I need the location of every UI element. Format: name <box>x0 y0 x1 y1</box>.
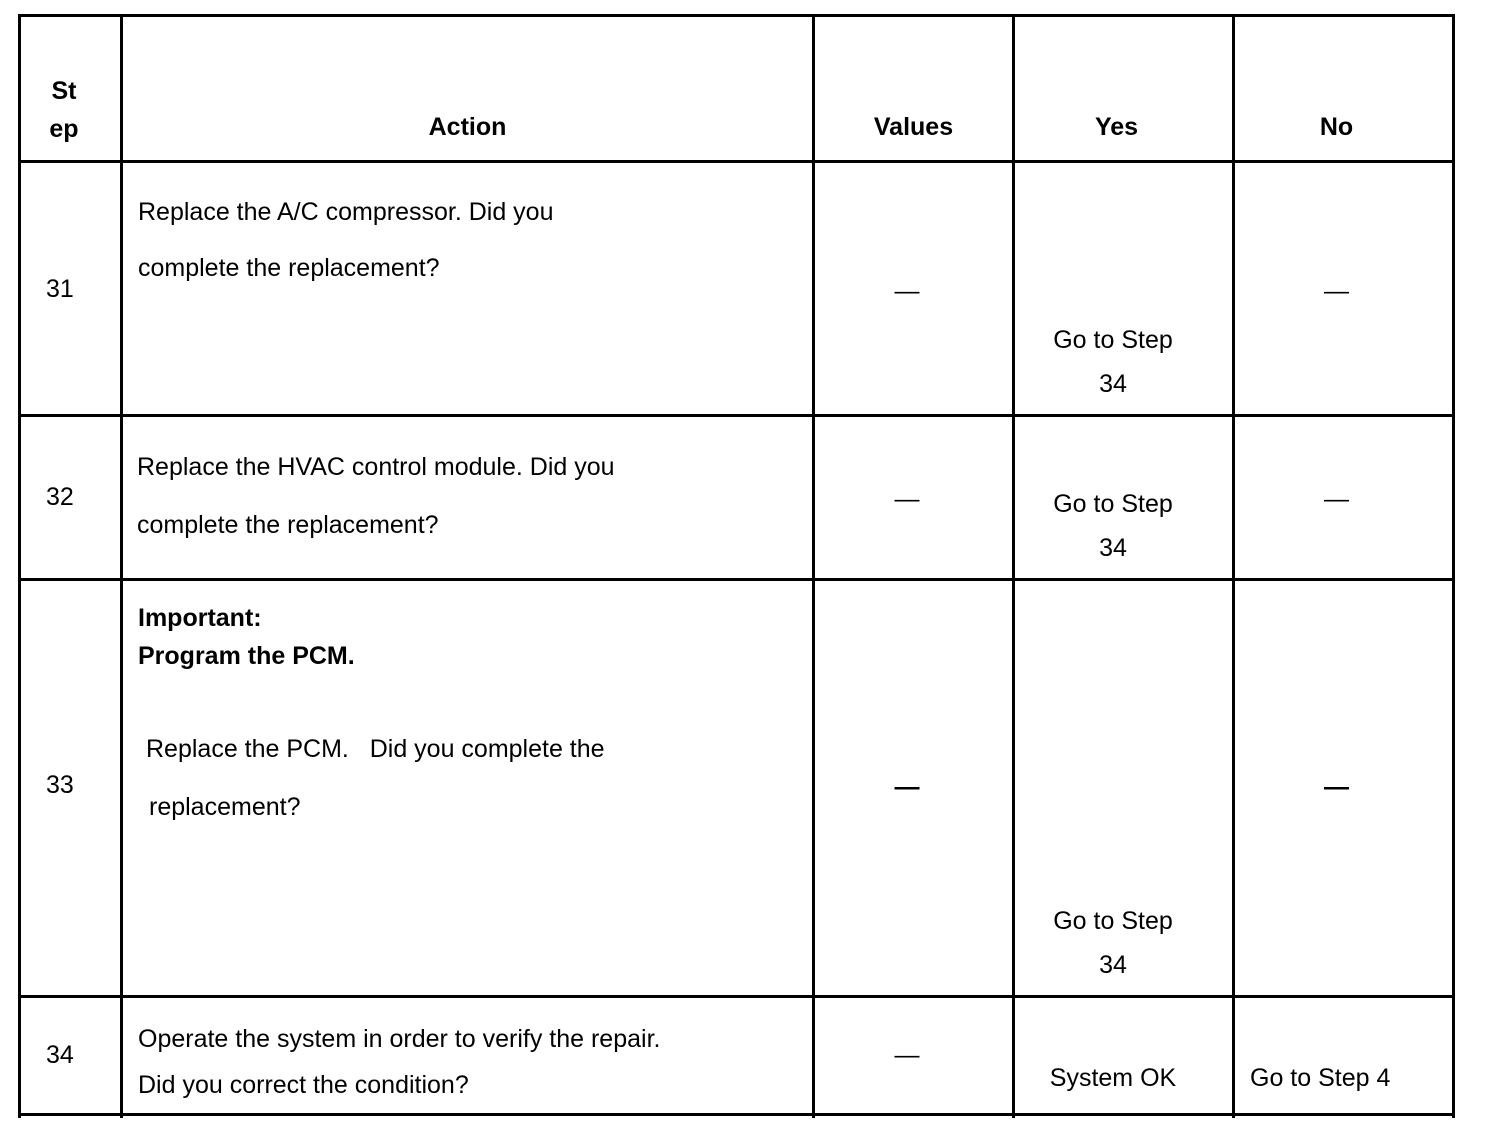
step-number: 33 <box>46 771 74 799</box>
table-border-right <box>1452 14 1455 1118</box>
action-line: Did you correct the condition? <box>138 1071 469 1099</box>
action-line: complete the replacement? <box>137 511 439 539</box>
header-step-line2: ep <box>49 115 79 143</box>
no-cell: — <box>1324 773 1349 801</box>
no-cell: — <box>1324 277 1349 305</box>
values-cell: — <box>894 773 920 801</box>
step-number: 34 <box>46 1041 74 1069</box>
header-yes: Yes <box>1094 113 1139 141</box>
action-line: complete the replacement? <box>138 254 440 282</box>
important-text: Program the PCM. <box>138 642 355 670</box>
table-border-top <box>18 14 1455 17</box>
column-divider <box>1232 14 1235 1118</box>
header-action: Action <box>428 113 507 141</box>
yes-line: 34 <box>1099 370 1127 398</box>
no-cell: — <box>1324 485 1349 513</box>
row-divider <box>18 995 1455 998</box>
step-number: 32 <box>46 483 74 511</box>
row-divider <box>18 578 1455 581</box>
yes-line: Go to Step <box>1053 907 1173 935</box>
action-line: Replace the HVAC control module. Did you <box>137 453 615 481</box>
values-cell: — <box>894 277 920 305</box>
column-divider <box>812 14 815 1118</box>
header-values: Values <box>873 113 954 141</box>
yes-cell <box>1015 899 1211 987</box>
action-line: replacement? <box>149 793 301 821</box>
action-text <box>137 438 807 554</box>
yes-line: 34 <box>1099 951 1127 979</box>
row-divider <box>18 414 1455 417</box>
diagnostic-table <box>18 14 1455 1118</box>
table-border-left <box>18 14 21 1118</box>
important-label: Important: <box>138 604 262 632</box>
values-cell: — <box>894 1041 920 1069</box>
yes-cell <box>1015 318 1211 406</box>
action-text <box>146 720 806 836</box>
yes-cell: System OK <box>1049 1064 1177 1092</box>
yes-line: 34 <box>1099 534 1127 562</box>
action-text <box>138 1016 808 1108</box>
table-border-bottom <box>18 1113 1455 1116</box>
yes-line: Go to Step <box>1053 326 1173 354</box>
values-cell: — <box>894 485 920 513</box>
header-no: No <box>1319 113 1354 141</box>
action-line: Operate the system in order to verify the repair. <box>138 1025 661 1053</box>
yes-line: Go to Step <box>1053 490 1173 518</box>
action-line: Replace the A/C compressor. Did you <box>138 198 554 226</box>
header-step-line1: St <box>51 77 77 105</box>
step-number: 31 <box>46 275 74 303</box>
yes-cell <box>1015 482 1211 570</box>
header-divider <box>18 160 1455 163</box>
header-step <box>21 72 107 148</box>
column-divider <box>120 14 123 1118</box>
no-cell: Go to Step 4 <box>1250 1064 1391 1092</box>
action-text <box>138 184 808 296</box>
action-line: Replace the PCM. Did you complete the <box>146 735 605 763</box>
